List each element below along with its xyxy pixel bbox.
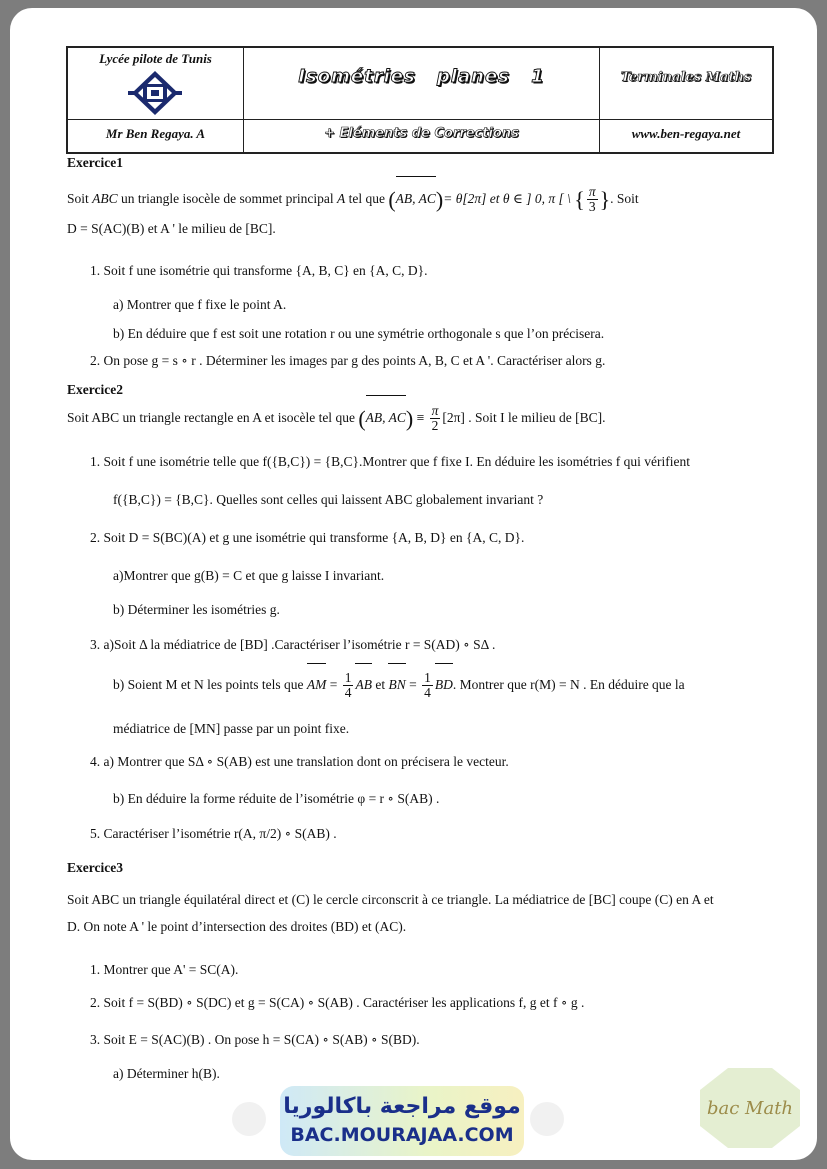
header-school-cell xyxy=(68,48,244,120)
document-title: Isométries planes 1 xyxy=(298,66,545,87)
exercise-1-question-1a: a) Montrer que f fixe le point A. xyxy=(113,297,287,312)
exercise-2-question-1: 1. Soit f une isométrie telle que f({B,C}) = {B,C}.Montrer que f fixe I. En déduire les isométries f qui vérifient xyxy=(90,454,691,469)
text: Soit ABC un triangle rectangle en A et isocèle tel que xyxy=(67,410,359,425)
exercise-3-question-3: 3. Soit E = S(AC)(B) . On pose h = S(CA) ∘ S(AB) ∘ S(BD). xyxy=(90,1032,420,1047)
vector-bd: BD xyxy=(435,665,453,705)
text: ≡ xyxy=(413,410,428,425)
exercise-3-intro-line-1: Soit ABC un triangle équilatéral direct et (C) le cercle circonscrit à ce triangle. La médiatrice de [BC] coupe (C) en A et xyxy=(67,892,714,907)
book-badge-icon xyxy=(232,1102,266,1136)
text: . Soit xyxy=(610,191,639,206)
exercise-1-question-1b: b) En déduire que f est soit une rotation r ou une symétrie orthogonale s que l’on précisera. xyxy=(113,326,605,341)
text: un triangle isocèle de sommet principal xyxy=(117,191,337,206)
denominator: 4 xyxy=(344,685,352,701)
exercise-3-question-1: 1. Montrer que A' = SC(A). xyxy=(90,962,239,977)
exercise-2-question-3b-cont: médiatrice de [MN] passe par un point fixe. xyxy=(113,721,350,736)
banner-arabic-text: موقع مراجعة باكالوريا xyxy=(283,1094,521,1119)
exercise-2-question-2a: a)Montrer que g(B) = C et que g laisse I invariant. xyxy=(113,568,385,583)
school-name: Lycée pilote de Tunis xyxy=(99,51,212,66)
author-website: www.ben-regaya.net xyxy=(631,126,741,141)
text: tel que xyxy=(345,191,389,206)
text: b) Soient M et N les points tels que xyxy=(113,677,307,692)
header-level-cell xyxy=(600,48,772,120)
exercise-2-intro xyxy=(67,397,606,439)
angle-vectors: AB, AC xyxy=(366,397,406,439)
exercise-2-question-2b: b) Déterminer les isométries g. xyxy=(113,602,280,617)
exercise-2-question-1-cont: f({B,C}) = {B,C}. Quelles sont celles qui laissent ABC globalement invariant ? xyxy=(113,492,544,507)
text: ABC xyxy=(92,191,118,206)
text: A xyxy=(336,191,346,206)
exercise-3-title: Exercice3 xyxy=(67,860,123,875)
exercise-3-question-3a: a) Déterminer h(B). xyxy=(113,1066,220,1081)
exercise-2-question-2: 2. Soit D = S(BC)(A) et g une isométrie qui transforme {A, B, D} en {A, C, D}. xyxy=(90,530,525,545)
exercise-3-intro-line-2: D. On note A ' le point d’intersection des droites (BD) et (AC). xyxy=(67,919,407,934)
exercise-2-question-5: 5. Caractériser l’isométrie r(A, π/2) ∘ S(AB) . xyxy=(90,826,337,841)
text: et xyxy=(371,677,389,692)
text: [2π] . Soit I le milieu de [BC]. xyxy=(442,410,606,425)
exercise-3-question-2: 2. Soit f = S(BD) ∘ S(DC) et g = S(CA) ∘ S(AB) . Caractériser les applications f, g et f ∘ g . xyxy=(90,995,585,1010)
denominator: 2 xyxy=(431,418,439,434)
denominator: 4 xyxy=(424,685,431,701)
header-website-cell xyxy=(600,120,772,152)
document-subtitle: + Eléments de Corrections xyxy=(324,126,519,141)
numerator: π xyxy=(588,184,596,200)
header-author-cell xyxy=(68,120,244,152)
numerator: 1 xyxy=(424,670,431,686)
header-title-cell xyxy=(244,48,600,120)
text: = xyxy=(326,677,341,692)
brace: } xyxy=(599,186,611,212)
exercise-1-intro-line-1 xyxy=(67,178,639,220)
exercise-1-intro-line-2: D = S(AC)(B) et A ' le milieu de [BC]. xyxy=(67,221,276,236)
banner-site-text: BAC.MOURAJAA.COM xyxy=(290,1124,514,1146)
vector-bn: BN xyxy=(388,665,405,705)
exercise-2-question-3: 3. a)Soit Δ la médiatrice de [BD] .Caractériser l’isométrie r = S(AD) ∘ SΔ . xyxy=(90,637,496,652)
paren: ( xyxy=(358,405,366,431)
fraction-pi-over-2 xyxy=(430,404,441,433)
angle-condition: = θ[2π] et θ ∈ ] 0, π [ \ xyxy=(443,191,575,206)
author-name: Mr Ben Regaya. A xyxy=(105,126,206,141)
angle-vectors: AB, AC xyxy=(396,178,436,220)
fraction-one-quarter xyxy=(343,671,354,700)
text: Soit xyxy=(67,191,93,206)
paren: ) xyxy=(435,186,444,212)
denominator: 3 xyxy=(588,199,596,215)
paren: ) xyxy=(405,405,414,431)
exercise-1-question-2: 2. On pose g = s ∘ r . Déterminer les images par g des points A, B, C et A '. Caractériser alors g. xyxy=(90,353,606,368)
fraction-pi-over-3 xyxy=(587,185,598,214)
vector-am: AM xyxy=(307,665,327,705)
exercise-2-question-4b: b) En déduire la forme réduite de l’isométrie φ = r ∘ S(AB) . xyxy=(113,791,440,806)
school-logo-icon xyxy=(126,70,184,116)
exercise-2-question-4: 4. a) Montrer que SΔ ∘ S(AB) est une translation dont on précisera le vecteur. xyxy=(90,754,509,769)
brace: { xyxy=(574,186,585,212)
header-table xyxy=(66,46,774,154)
document-page xyxy=(10,8,817,1160)
exercise-1-question-1: 1. Soit f une isométrie qui transforme {A, B, C} en {A, C, D}. xyxy=(90,263,428,278)
book-badge-icon xyxy=(530,1102,564,1136)
fraction-one-quarter xyxy=(422,671,433,700)
paren: ( xyxy=(388,186,396,212)
exercise-2-title: Exercice2 xyxy=(67,382,123,397)
vector-ab: AB xyxy=(355,665,372,705)
bac-mourajaa-banner[interactable] xyxy=(280,1086,524,1156)
bac-math-badge xyxy=(698,1066,802,1150)
header-subtitle-cell xyxy=(244,120,600,152)
numerator: 1 xyxy=(344,670,352,686)
bac-math-text: bac Math xyxy=(706,1098,794,1119)
exercise-2-question-3b xyxy=(113,665,685,705)
exercise-1-title: Exercice1 xyxy=(67,155,123,170)
text: = xyxy=(405,677,421,692)
class-level: Terminales Maths xyxy=(620,70,752,85)
text: . Montrer que r(M) = N . En déduire que la xyxy=(452,677,685,692)
numerator: π xyxy=(431,403,439,419)
